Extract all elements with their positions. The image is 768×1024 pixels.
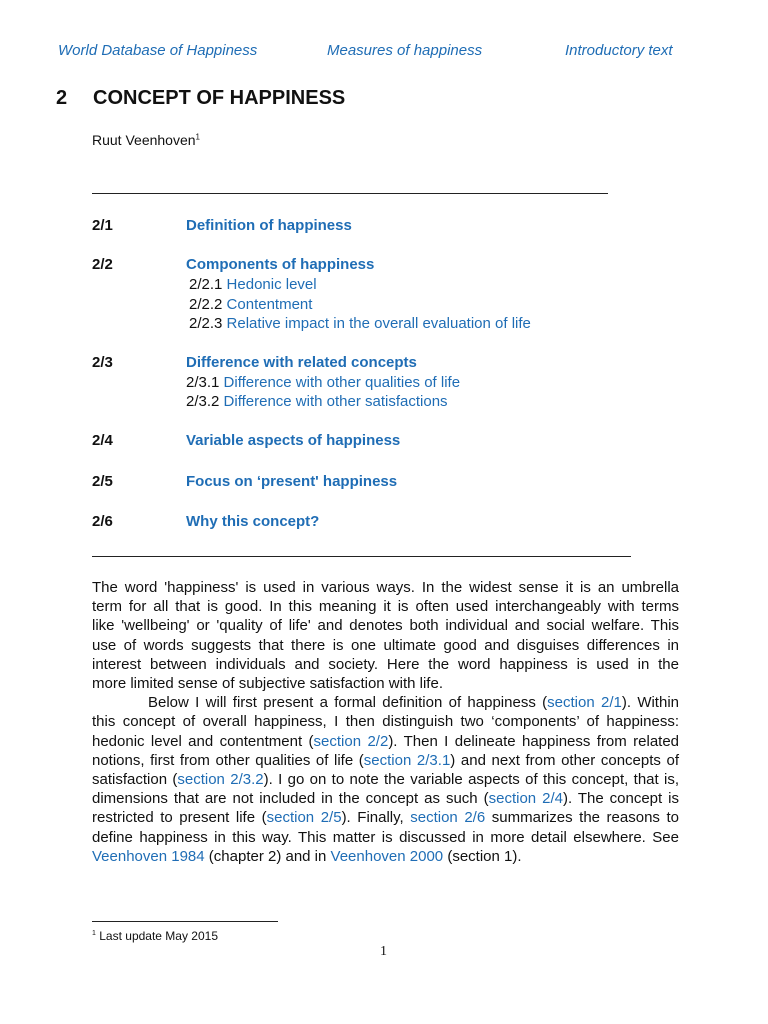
paragraph-line	[92, 616, 679, 635]
text-segment: summarizes the reasons to	[485, 809, 679, 827]
text-segment: ). I go on to note the variable aspects of this concept, that is,	[263, 771, 680, 788]
author	[92, 132, 200, 148]
text-segment: use of words suggests that there is one ultimate good and disguises differences in	[92, 636, 679, 654]
page-number: 1	[380, 944, 387, 959]
paragraph-line	[92, 847, 679, 866]
text-segment: this concept of overall happiness, I then distinguish two ‘components’ of happiness:	[92, 713, 679, 731]
reference-link[interactable]: section 2/6	[410, 809, 486, 827]
reference-link[interactable]: section 2/4	[488, 790, 563, 808]
paragraph-line	[92, 828, 679, 847]
text-segment: restricted to present life (	[92, 809, 267, 827]
toc-sub-number: 2/3.1	[186, 374, 220, 391]
reference-link[interactable]: section 2/2	[313, 732, 389, 750]
reference-link[interactable]: section 2/3.1	[363, 751, 451, 769]
paragraph-line	[92, 712, 679, 731]
text-segment: ). Finally,	[341, 809, 411, 827]
toc-sub-number: 2/3.2	[186, 393, 220, 410]
toc-sub-number: 2/2.1	[189, 276, 223, 293]
toc-link[interactable]: Difference with related concepts	[186, 354, 417, 371]
header-intro-link[interactable]: Introductory text	[565, 42, 673, 59]
divider	[92, 193, 608, 194]
toc-number: 2/4	[92, 432, 113, 449]
toc-link[interactable]: Focus on ‘present' happiness	[186, 473, 398, 490]
text-segment: Below I will first present a formal definition of happiness (	[148, 694, 548, 712]
toc-number: 2/5	[92, 473, 113, 490]
toc-sub-link[interactable]: Hedonic level	[226, 276, 317, 293]
text-segment: satisfaction (	[92, 771, 178, 788]
text-segment: ). Within	[621, 694, 679, 712]
paragraph-line	[92, 732, 679, 751]
toc-sub-link[interactable]: Difference with other qualities of life	[223, 374, 461, 391]
paragraph-line	[92, 789, 679, 808]
toc-number: 2/3	[92, 354, 113, 371]
toc-number: 2/2	[92, 256, 113, 273]
text-segment: interest between individuals and society. Here the word happiness is used in the	[92, 655, 679, 673]
footnote-number: 1	[92, 930, 96, 937]
footnote	[92, 929, 218, 943]
toc-number: 2/6	[92, 513, 113, 530]
toc-sub-link[interactable]: Contentment	[226, 296, 313, 313]
toc-subitem	[186, 393, 448, 410]
paragraph-line	[148, 693, 679, 712]
toc-subitem	[189, 276, 317, 293]
reference-link[interactable]: section 2/5	[266, 809, 342, 827]
paragraph-line	[92, 751, 679, 770]
paragraph-line	[92, 636, 679, 655]
paragraph-line	[92, 808, 679, 827]
text-segment: notions, first from other qualities of life (	[92, 751, 364, 769]
text-segment: hedonic level and contentment (	[92, 732, 314, 750]
text-segment: like 'wellbeing' or 'quality of life' and denotes both individual and social welfare. This	[92, 617, 679, 635]
paragraph-line	[92, 578, 679, 597]
toc-subitem	[189, 296, 312, 313]
toc-subitem	[189, 315, 531, 332]
paragraph-line	[92, 674, 679, 693]
paragraph-line	[92, 770, 679, 789]
text-segment: ) and next from other concepts of	[450, 751, 679, 769]
text-segment: dimensions that are not included in the concept as such (	[92, 790, 489, 808]
paragraph-line	[92, 655, 679, 674]
toc-sub-number: 2/2.3	[189, 315, 223, 332]
text-segment: (chapter 2) and in	[204, 847, 331, 865]
toc-sub-number: 2/2.2	[189, 296, 223, 313]
reference-link[interactable]: Veenhoven 2000	[330, 847, 444, 865]
header-section-link[interactable]: Measures of happiness	[327, 42, 483, 59]
chapter-number: 2	[56, 87, 68, 109]
toc-link[interactable]: Why this concept?	[186, 513, 320, 530]
header-site-link[interactable]: World Database of Happiness	[58, 42, 258, 59]
toc-sub-link[interactable]: Relative impact in the overall evaluation of life	[226, 315, 531, 332]
author-name: Ruut Veenhoven	[92, 132, 196, 148]
paragraph-line	[92, 597, 679, 616]
text-segment: (section 1).	[443, 847, 522, 865]
toc-sub-link[interactable]: Difference with other satisfactions	[223, 393, 448, 410]
footnote-mark: 1	[195, 132, 200, 142]
toc-link[interactable]: Components of happiness	[186, 256, 375, 273]
divider	[92, 556, 631, 557]
toc-subitem	[186, 374, 460, 391]
footnote-rule	[92, 921, 278, 922]
reference-link[interactable]: section 2/1	[547, 694, 622, 712]
footnote-text: Last update May 2015	[99, 929, 219, 943]
toc-link[interactable]: Variable aspects of happiness	[186, 432, 401, 449]
reference-link[interactable]: section 2/3.2	[177, 771, 264, 788]
toc-number: 2/1	[92, 217, 113, 234]
text-segment: define happiness in this way. This matter is discussed in more detail elsewhere. See	[92, 828, 679, 846]
chapter-title: CONCEPT OF HAPPINESS	[93, 87, 346, 109]
text-segment: more limited sense of subjective satisfaction with life.	[92, 675, 443, 692]
text-segment: The word 'happiness' is used in various ways. In the widest sense it is an umbrella	[92, 579, 679, 596]
text-segment: term for all that is good. In this meaning it is often used interchangeably with terms	[92, 598, 679, 616]
reference-link[interactable]: Veenhoven 1984	[92, 847, 205, 865]
text-segment: ). The concept is	[562, 790, 679, 808]
toc-link[interactable]: Definition of happiness	[186, 217, 352, 234]
text-segment: ). Then I delineate happiness from related	[388, 732, 680, 750]
